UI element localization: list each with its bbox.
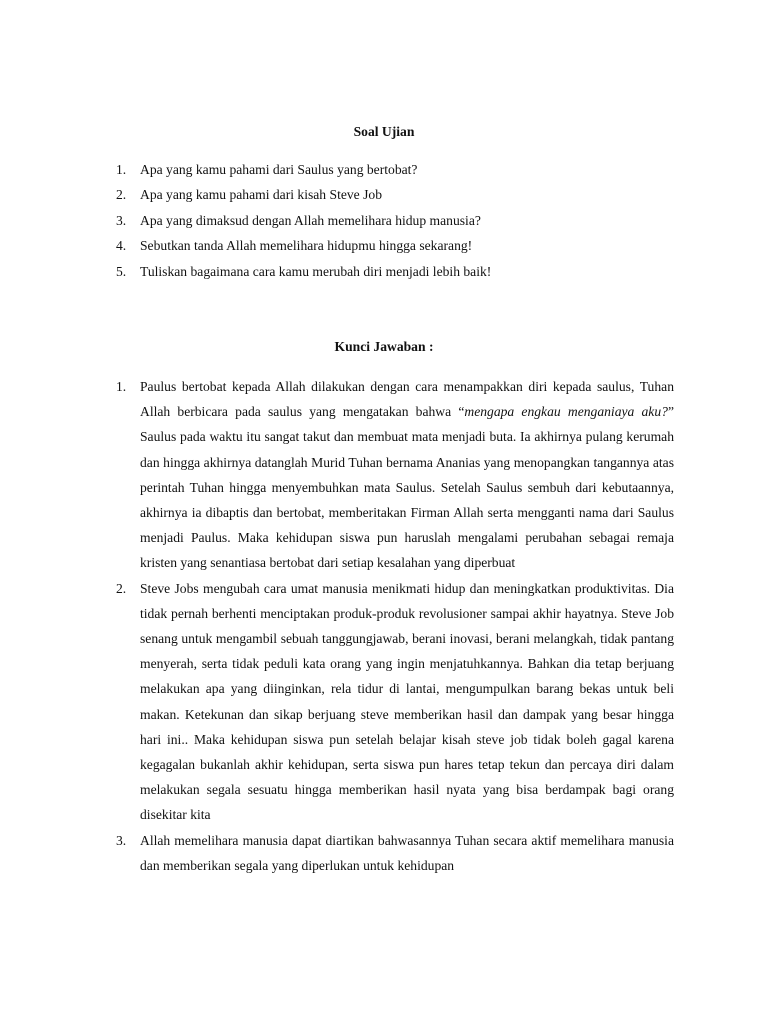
question-text: Apa yang kamu pahami dari kisah Steve Job — [140, 187, 382, 203]
answer-number: 2. — [116, 580, 127, 596]
exam-title: Soal Ujian — [353, 124, 415, 139]
answer-list — [116, 374, 674, 878]
question-number: 4. — [116, 238, 127, 254]
answer-item — [116, 374, 674, 576]
question-number: 3. — [116, 212, 127, 228]
answer-number: 3. — [116, 832, 127, 848]
question-item — [116, 186, 676, 211]
answer-quote-italic: mengapa engkau menganiaya aku? — [464, 404, 668, 420]
question-text: Tuliskan bagaimana cara kamu merubah diri menjadi lebih baik! — [140, 263, 492, 279]
answer-item — [116, 828, 674, 878]
question-text: Apa yang kamu pahami dari Saulus yang bertobat? — [140, 162, 418, 177]
answer-text-part: Paulus bertobat kepada Allah dilakukan dengan cara menampakkan diri kepada saulus, Tuhan Allah berbicara pada saulus yang mengatakan bahwa “ — [140, 379, 674, 420]
answer-item — [116, 576, 674, 828]
question-text: Sebutkan tanda Allah memelihara hidupmu hingga sekarang! — [140, 238, 473, 254]
question-item — [116, 263, 676, 288]
answer-number: 1. — [116, 379, 127, 394]
answer-text: Steve Jobs mengubah cara umat manusia menikmati hidup dan meningkatkan produktivitas. Dia tidak pernah berhenti menciptakan produk-produk revolusioner sampai akhir hayatnya. Steve Job senang untuk mengambil sebuah tanggungjawab, berani inovasi, berani melangkah, tidak pantang menyerah, serta tidak peduli kata orang yang ingin menjatuhkannya. Bahkan dia tetap berjuang melakukan apa yang diinginkan, rela tidur di lantai, mengumpulkan barang bekas untuk beli makan. Ketekunan dan sikap berjuang steve memberikan hasil dan dampak yang besar hingga hari ini.. Maka kehidupan siswa pun setelah belajar kisah steve job tidak boleh gagal karena kegagalan bukanlah akhir kehidupan, serta siswa pun hares tetap tekun dan percaya diri dalam melakukan segala sesuatu hingga memberikan hasil nyata yang bisa berdampak bagi orang disekitar kita — [140, 580, 674, 823]
answer-text: Allah memelihara manusia dapat diartikan bahwasannya Tuhan secara aktif memelihara manusia dan memberikan segala yang diperlukan untuk kehidupan — [140, 832, 674, 873]
question-text: Apa yang dimaksud dengan Allah memelihara hidup manusia? — [140, 212, 481, 228]
question-list — [116, 161, 676, 288]
answer-text-part: ” Saulus pada waktu itu sangat takut dan membuat mata menjadi buta. Ia akhirnya pulang kerumah dan hingga akhirnya datanglah Murid Tuhan bernama Ananias yang menopangkan tangannya atas perintah Tuhan hingga menyembuhkan mata Saulus. Setelah Saulus sembuh dari kebutaannya, akhirnya ia dibaptis dan bertobat, memberitakan Firman Allah serta mengganti nama dari Saulus menjadi Paulus. Maka kehidupan siswa pun haruslah mengalami perubahan sebagai remaja kristen yang senantiasa bertobat dari setiap kesalahan yang diperbuat — [140, 404, 674, 571]
question-number: 1. — [116, 162, 127, 177]
answer-key-title: Kunci Jawaban : — [334, 339, 434, 354]
question-item — [116, 237, 676, 262]
question-item — [116, 212, 676, 237]
question-number: 2. — [116, 187, 127, 203]
question-item — [116, 161, 676, 186]
question-number: 5. — [116, 263, 127, 279]
answer-text — [140, 379, 674, 570]
